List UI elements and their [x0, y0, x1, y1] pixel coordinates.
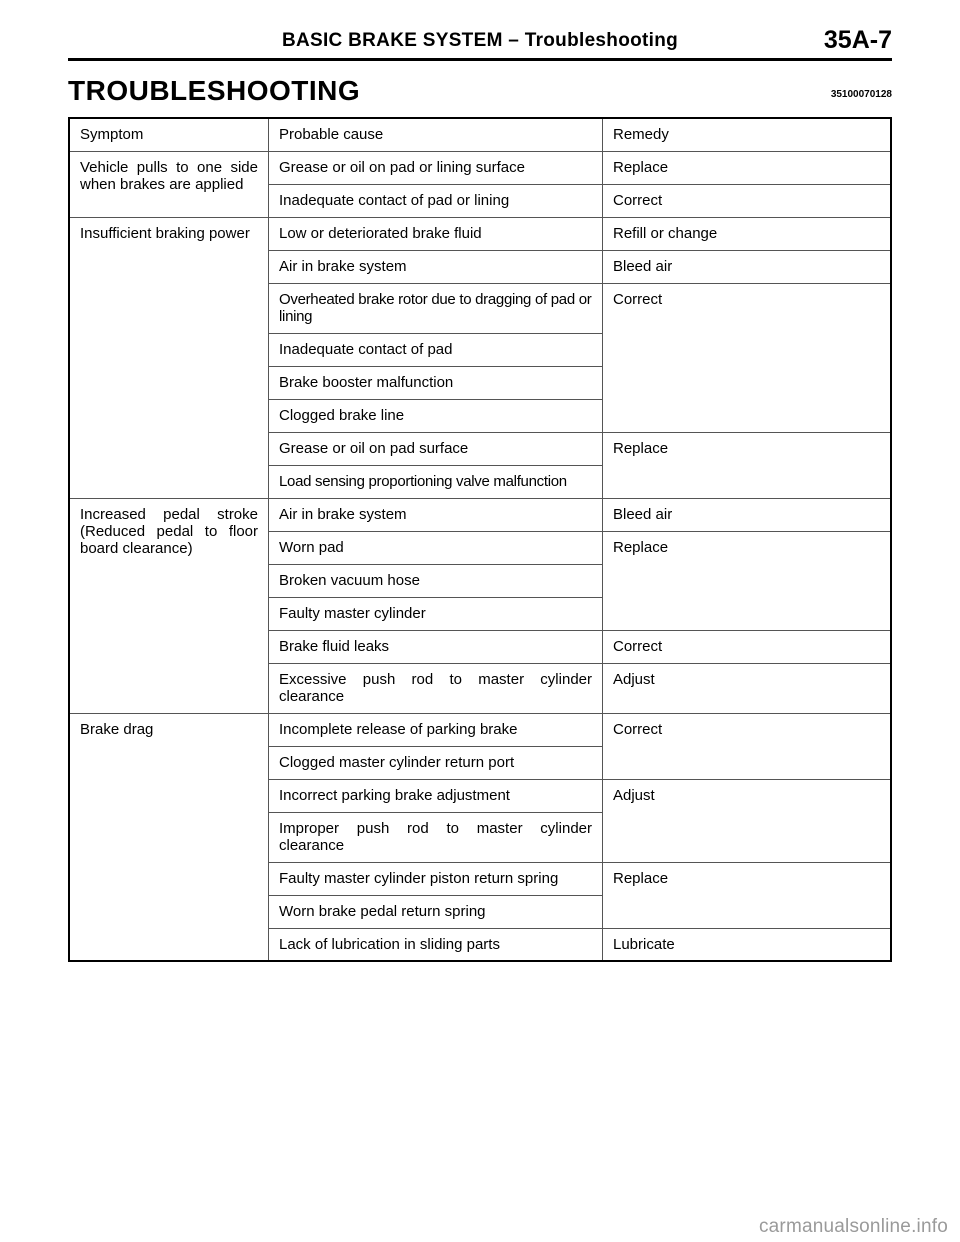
header-title: BASIC BRAKE SYSTEM – Troubleshooting	[281, 30, 679, 51]
remedy-cell: Correct	[603, 184, 892, 217]
section-code: 35100070128	[830, 89, 892, 100]
remedy-cell: Bleed air	[603, 498, 892, 531]
cause-cell: Air in brake system	[269, 498, 603, 531]
remedy-cell: Replace	[603, 862, 892, 928]
cause-cell: Inadequate contact of pad or lining	[269, 184, 603, 217]
table-header-row	[69, 118, 891, 151]
symptom-cell: Brake drag	[69, 713, 269, 961]
remedy-cell: Lubricate	[603, 928, 892, 961]
cause-cell: Excessive push rod to master cylinder clearance	[269, 663, 603, 713]
remedy-cell: Replace	[603, 531, 892, 630]
cause-cell: Inadequate contact of pad	[269, 333, 603, 366]
table-row	[69, 498, 891, 531]
cause-cell: Clogged brake line	[269, 399, 603, 432]
remedy-cell: Adjust	[603, 779, 892, 862]
page-number: 35A-7	[823, 26, 892, 54]
cause-cell: Improper push rod to master cylinder clearance	[269, 812, 603, 862]
remedy-cell: Adjust	[603, 663, 892, 713]
cause-cell: Faulty master cylinder	[269, 597, 603, 630]
cause-cell: Grease or oil on pad or lining surface	[269, 151, 603, 184]
cause-cell: Incorrect parking brake adjustment	[269, 779, 603, 812]
cause-cell: Clogged master cylinder return port	[269, 746, 603, 779]
cause-cell: Brake booster malfunction	[269, 366, 603, 399]
header-probable-cause: Probable cause	[269, 118, 603, 151]
remedy-cell: Replace	[603, 432, 892, 498]
cause-cell: Worn brake pedal return spring	[269, 895, 603, 928]
page-header	[68, 28, 892, 61]
cause-cell: Worn pad	[269, 531, 603, 564]
cause-cell: Load sensing proportioning valve malfunction	[269, 465, 603, 498]
troubleshooting-table	[68, 117, 892, 962]
remedy-cell: Bleed air	[603, 250, 892, 283]
cause-cell: Faulty master cylinder piston return spring	[269, 862, 603, 895]
remedy-cell: Correct	[603, 283, 892, 432]
cause-cell: Air in brake system	[269, 250, 603, 283]
symptom-cell: Increased pedal stroke (Reduced pedal to floor board clearance)	[69, 498, 269, 713]
table-row	[69, 217, 891, 250]
cause-cell: Brake fluid leaks	[269, 630, 603, 663]
cause-cell: Broken vacuum hose	[269, 564, 603, 597]
remedy-cell: Refill or change	[603, 217, 892, 250]
cause-cell: Overheated brake rotor due to dragging of pad or lining	[269, 283, 603, 333]
table-row	[69, 151, 891, 184]
header-remedy: Remedy	[603, 118, 892, 151]
remedy-cell: Replace	[603, 151, 892, 184]
symptom-cell: Insufficient braking power	[69, 217, 269, 498]
cause-cell: Incomplete release of parking brake	[269, 713, 603, 746]
cause-cell: Low or deteriorated brake fluid	[269, 217, 603, 250]
section-title: TROUBLESHOOTING	[68, 75, 361, 106]
remedy-cell: Correct	[603, 630, 892, 663]
watermark-text: carmanualsonline.info	[758, 1216, 948, 1237]
cause-cell: Lack of lubrication in sliding parts	[269, 928, 603, 961]
cause-cell: Grease or oil on pad surface	[269, 432, 603, 465]
header-symptom: Symptom	[69, 118, 269, 151]
table-row	[69, 713, 891, 746]
symptom-cell: Vehicle pulls to one side when brakes are applied	[69, 151, 269, 217]
remedy-cell: Correct	[603, 713, 892, 779]
